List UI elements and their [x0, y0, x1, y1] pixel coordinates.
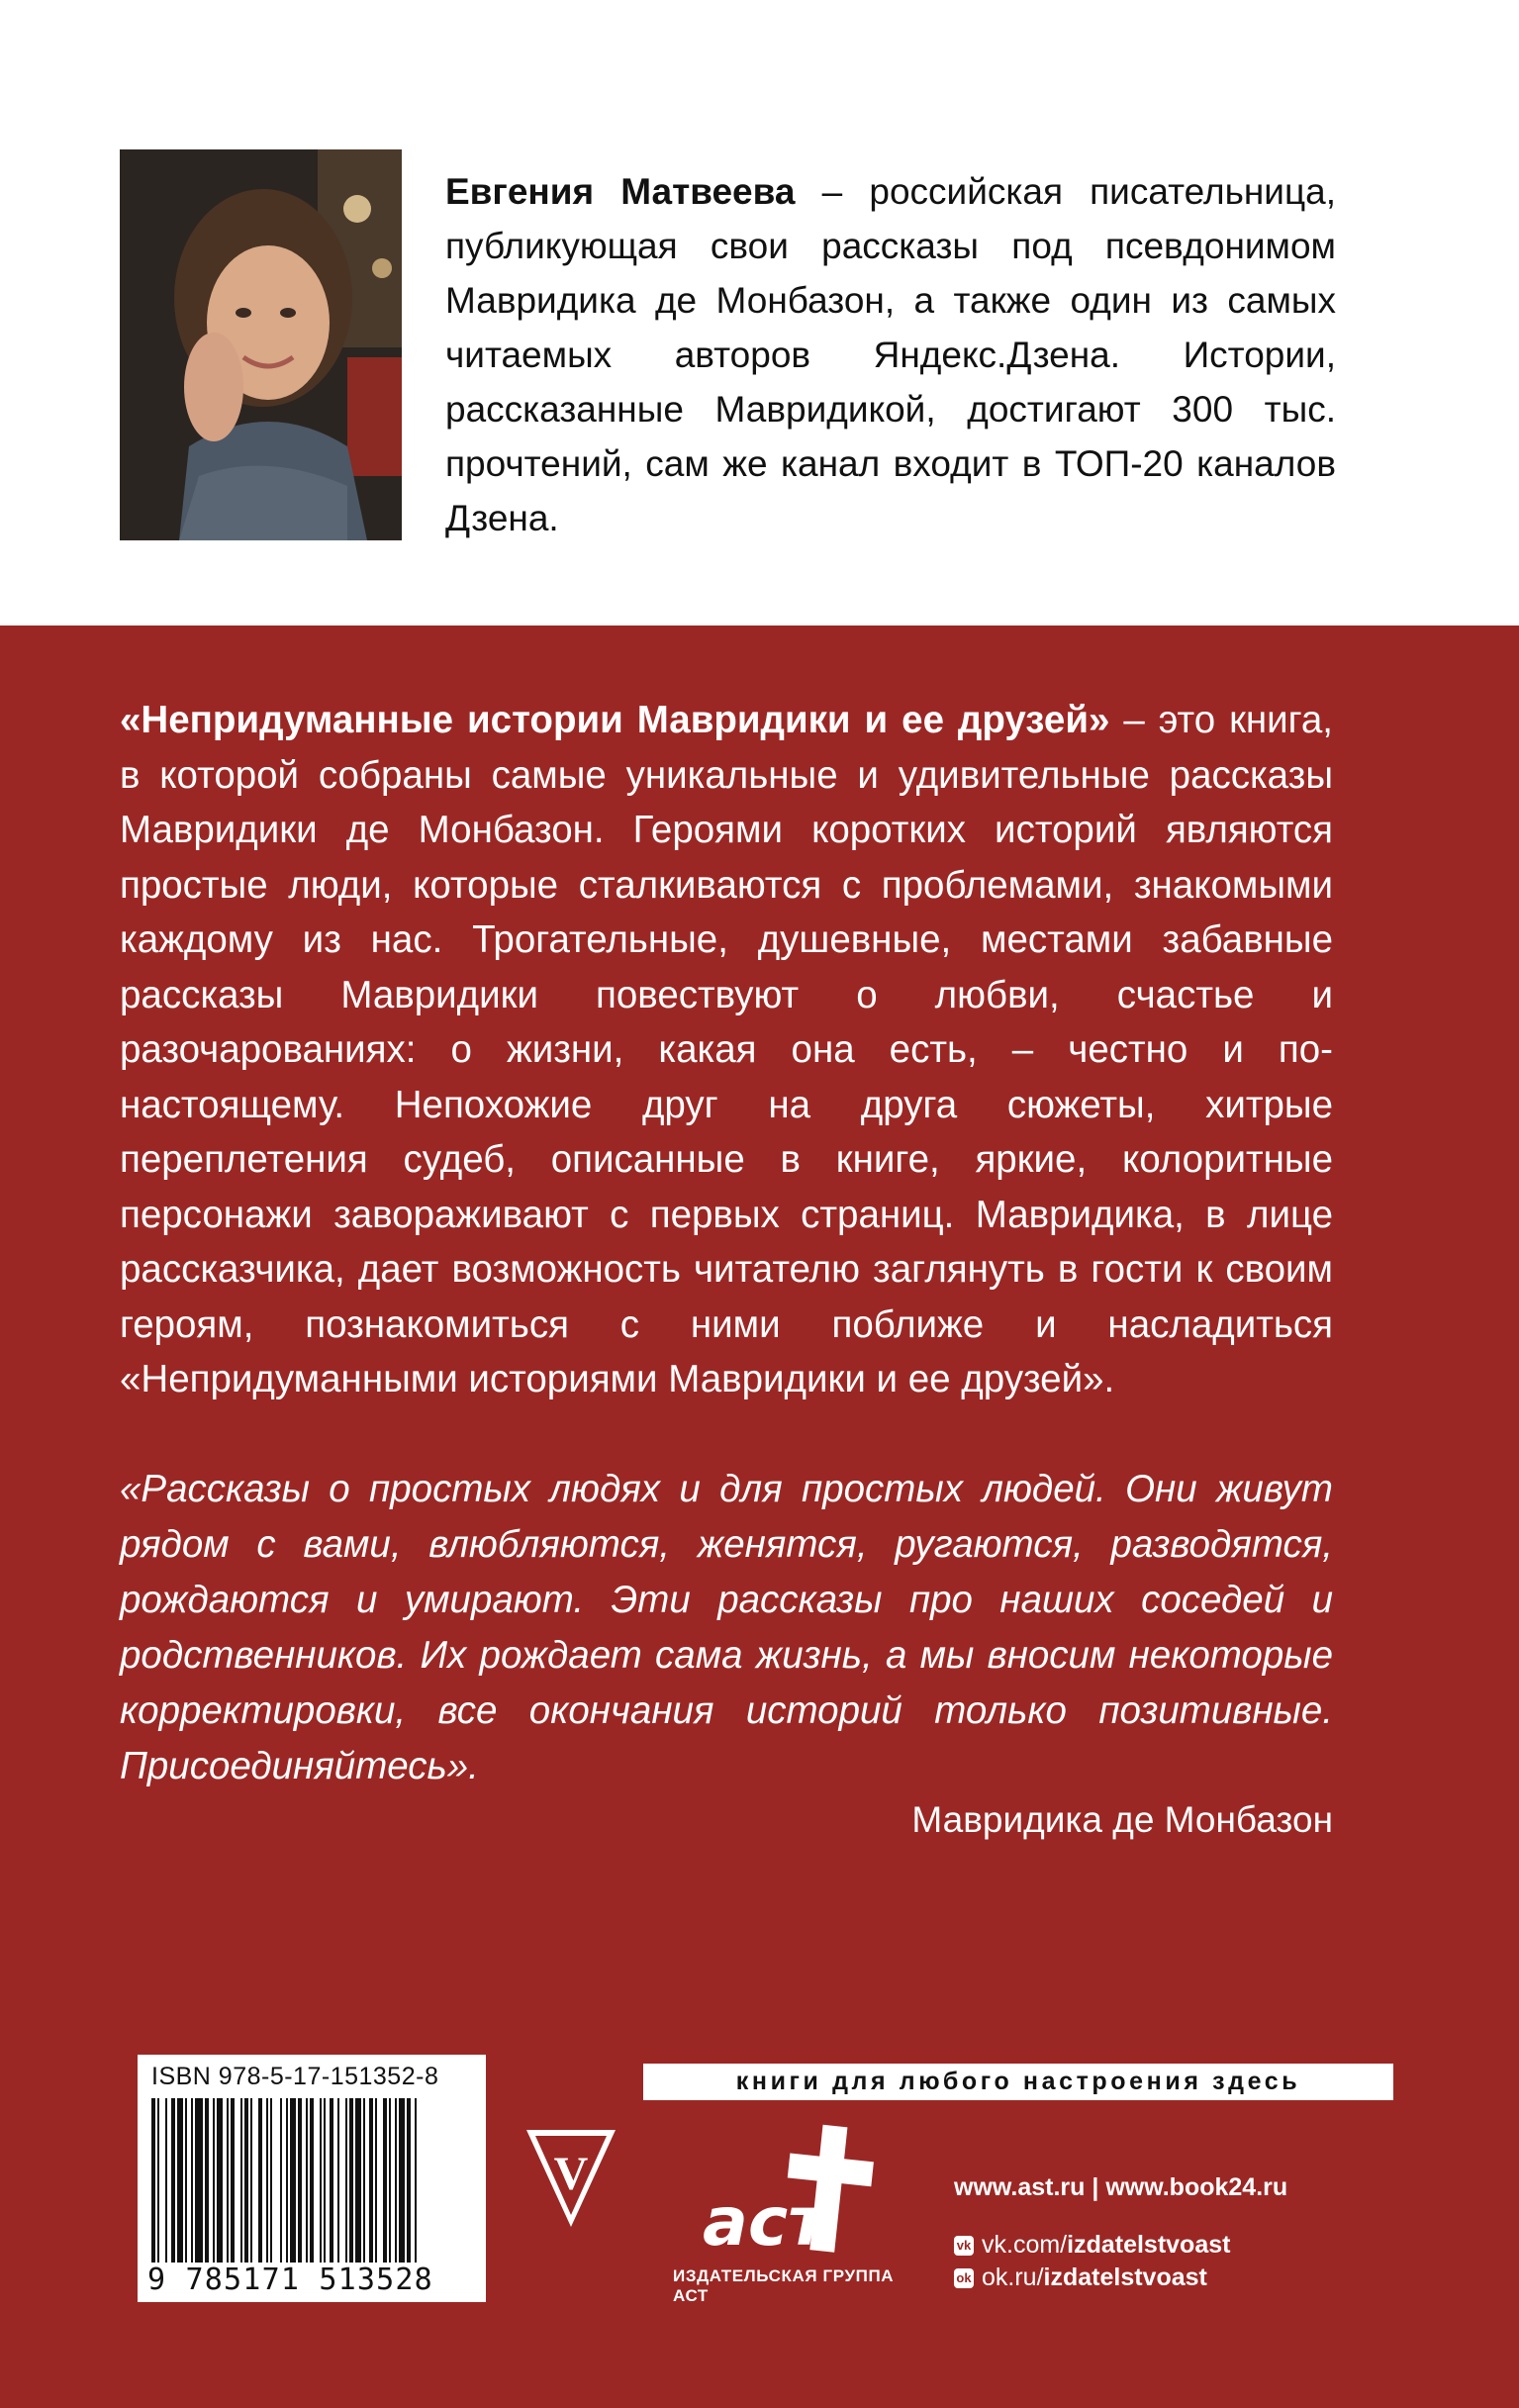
age-rating-icon: [522, 2124, 620, 2233]
barcode-digits: 9 785171 513528: [147, 2263, 433, 2297]
ok-link[interactable]: [954, 2262, 1230, 2294]
vk-link[interactable]: [954, 2229, 1230, 2262]
publisher-caption: ИЗДАТЕЛЬСКАЯ ГРУППА АСТ: [673, 2266, 895, 2305]
author-bio-text: – российская писательница, публикующая свои рассказы под псевдонимом Мавридика де Монбазон, а также один из самых читаемых авторов Яндекс.Дзена. Истории, рассказанные Мавридикой, достигают 300 тыс. прочтений, сам же канал входит в ТОП-20 каналов Дзена.: [445, 171, 1336, 538]
publisher-slogan: книги для любого настроения здесь: [643, 2064, 1393, 2100]
author-section: [0, 0, 1519, 626]
ok-link-prefix: ok.ru/: [982, 2264, 1044, 2291]
social-links: [954, 2229, 1230, 2294]
ast-logo-icon: [693, 2118, 891, 2266]
vk-link-prefix: vk.com/: [982, 2231, 1068, 2259]
author-bio: [445, 164, 1336, 545]
quote-signature: Мавридика де Монбазон: [911, 1799, 1333, 1840]
vk-icon: vk: [954, 2236, 974, 2256]
author-name: Евгения Матвеева: [445, 171, 796, 212]
ast-logo-text: аст: [703, 2183, 827, 2262]
ok-icon: ok: [954, 2268, 974, 2288]
publisher-websites[interactable]: www.ast.ru | www.book24.ru: [954, 2173, 1288, 2201]
isbn-text: ISBN 978-5-17-151352-8: [151, 2063, 439, 2090]
author-photo: [120, 149, 402, 540]
ok-link-handle: izdatelstvoast: [1043, 2264, 1207, 2291]
author-quote: «Рассказы о простых людях и для простых людей. Они живут рядом с вами, влюбляются, женятся, ругаются, разводятся, рождаются и умирают. Эти рассказы про наших соседей и родственников. Их рождает сама жизнь, а мы вносим некоторые корректировки, все окончания историй только позитивные. Присоединяйтесь».: [120, 1468, 1333, 1787]
age-rating-mark: V: [553, 2148, 589, 2200]
barcode-icon: [149, 2098, 474, 2263]
barcode-box: [138, 2055, 486, 2302]
book-title: «Непридуманные истории Мавридики и ее друзей»: [120, 699, 1110, 741]
vk-link-handle: izdatelstvoast: [1067, 2231, 1231, 2259]
book-description: [120, 693, 1333, 1407]
book-description-text: – это книга, в которой собраны самые уникальные и удивительные рассказы Мавридики де Монбазон. Героями коротких историй являются простые люди, которые сталкиваются с проблемами, знакомыми каждому из нас. Трогательные, душевные, местами забавные рассказы Мавридики повествуют о любви, счастье и разочарованиях: о жизни, какая она есть, – честно и по-настоящему. Непохожие друг на друга сюжеты, хитрые переплетения судеб, описанные в книге, яркие, колоритные персонажи завораживают с первых страниц. Мавридика, в лице рассказчика, дает возможность читателю заглянуть в гости к своим героям, познакомиться с ними поближе и насладиться «Непридуманными историями Мавридики и ее друзей».: [120, 699, 1333, 1400]
